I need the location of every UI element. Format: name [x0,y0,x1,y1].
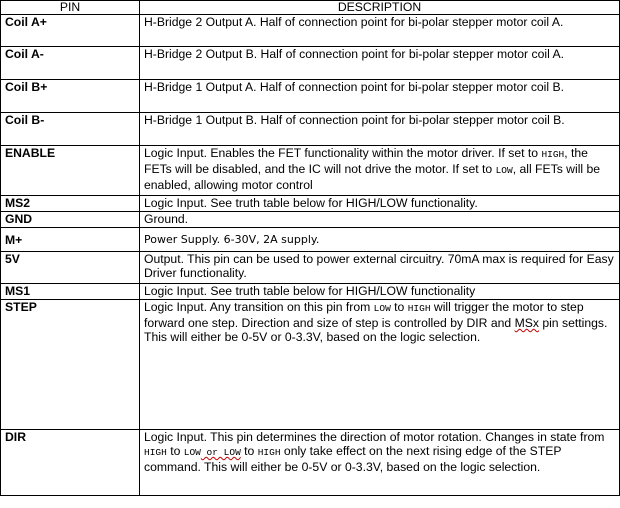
logic-level-code: HIGH [541,149,565,160]
logic-level-code: HIGH [144,447,167,458]
table-row [1,80,620,113]
logic-level-code: HIGH [257,447,281,458]
table-row [1,47,620,80]
pin-description [140,430,620,496]
pin-name: Coil B+ [1,80,140,113]
pin-name: STEP [1,300,140,430]
pin-description [140,146,620,196]
pin-name: GND [1,212,140,228]
pin-name: MS1 [1,284,140,300]
pin-description: Power Supply. 6-30V, 2A supply. [140,228,620,252]
pin-description: H-Bridge 1 Output B. Half of connection point for bi-polar stepper motor coil B. [140,113,620,146]
desc-text: will trigger the motor to step forward one step. Direction and size of step is controlled by DIR and [144,300,584,330]
desc-text: to [166,444,184,458]
pin-description: Ground. [140,212,620,228]
desc-text: , the FETs will be disabled, and the IC will not drive the motor. If set to [144,146,588,176]
spellcheck-underlined-text: or LOW [200,447,241,458]
pin-description: Logic Input. See truth table below for HIGH/LOW functionality. [140,196,620,212]
table-row [1,113,620,146]
desc-text: only take effect on the next rising edge of the STEP command. This will either be 0-5V or 0-3.3V, based on the logic selection. [144,444,562,474]
table-row [1,146,620,196]
header-row [1,1,620,15]
desc-text: Logic Input. Enables the FET functionality within the motor driver. If set to [144,146,542,160]
pin-name: DIR [1,430,140,496]
pin-description: Output. This pin can be used to power external circuitry. 70mA max is required for Easy Driver functionality. [140,252,620,284]
pin-description: Logic Input. See truth table below for HIGH/LOW functionality [140,284,620,300]
desc-text: , all FETs will be enabled, allowing motor control [144,162,601,192]
pin-description: H-Bridge 2 Output A. Half of connection point for bi-polar stepper motor coil A. [140,15,620,47]
desc-text: to [390,300,408,314]
pin-name: Coil A+ [1,15,140,47]
pin-name: Coil B- [1,113,140,146]
desc-text: to [240,444,258,458]
table-row [1,15,620,47]
logic-level-code: LOW [373,303,391,314]
logic-level-code: LOW [495,165,513,176]
spellcheck-underlined-text: MSx [514,316,539,330]
table-row [1,252,620,284]
pin-name: ENABLE [1,146,140,196]
pin-name: Coil A- [1,47,140,80]
table-row [1,284,620,300]
table-row [1,228,620,252]
desc-text: Logic Input. Any transition on this pin from [144,300,374,314]
pin-description: H-Bridge 2 Output B. Half of connection point for bi-polar stepper motor coil A. [140,47,620,80]
pin-description: H-Bridge 1 Output A. Half of connection point for bi-polar stepper motor coil B. [140,80,620,113]
pin-column-header: PIN [1,1,140,15]
pin-name: 5V [1,252,140,284]
table-row [1,430,620,496]
table-row [1,300,620,430]
logic-level-code: HIGH [407,303,431,314]
table-row [1,212,620,228]
pin-name: MS2 [1,196,140,212]
logic-level-code: LOW [183,447,201,458]
pin-description [140,300,620,430]
description-column-header: DESCRIPTION [140,1,620,15]
pin-name: M+ [1,228,140,252]
desc-text: pin settings. This will either be 0-5V or 0-3.3V, based on the logic selection. [144,316,608,344]
table-row [1,196,620,212]
desc-text: Logic Input. This pin determines the direction of motor rotation. Changes in state from [144,430,605,444]
